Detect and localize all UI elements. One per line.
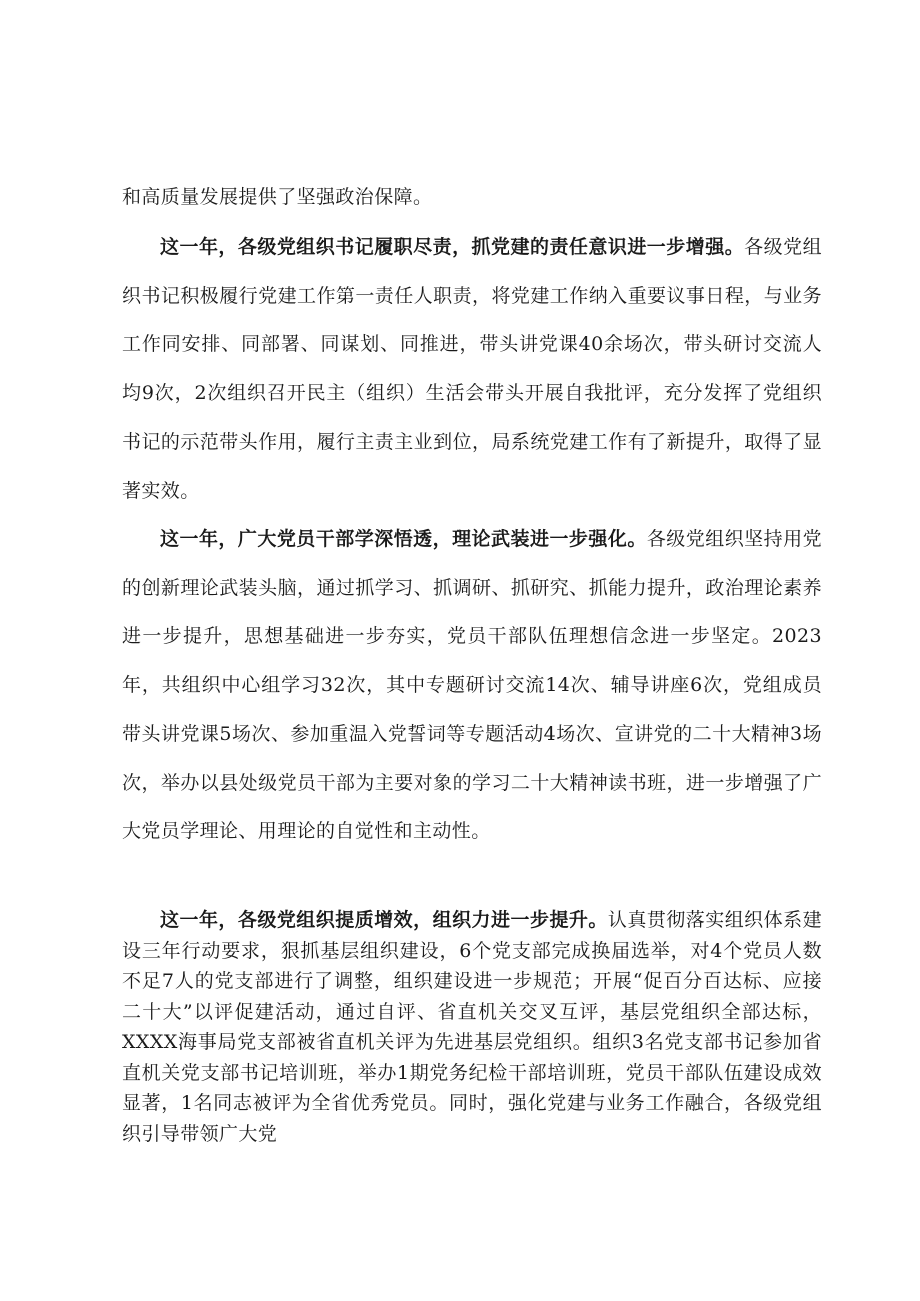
paragraph-body: 认真贯彻落实组织体系建设三年行动要求，狠抓基层组织建设，6个党支部完成换届选举，对4个党员人数不足7人的党支部进行了调整，组织建设进一步规范；开展“促百分百达标、应接二十大”以评促建活动，通过自评、省直机关交叉互评，基层党组织全部达标，XXXX海事局党支部被省直机关评为先进基层党组织。组织3名党支部书记参加省直机关党支部书记培训班，举办1期党务纪检干部培训班，党员干部队伍建设成效显著，1名同志被评为全省优秀党员。同时，强化党建与业务工作融合，各级党组织引导带领广大党 <box>122 909 823 1145</box>
paragraph-secretary-duties <box>122 223 822 515</box>
paragraph-body: 各级党组织坚持用党的创新理论武装头脑，通过抓学习、抓调研、抓研究、抓能力提升，政治理论素养进一步提升，思想基础进一步夯实，党员干部队伍理想信念进一步坚定。2023年，共组织中心组学习32次，其中专题研讨交流14次、辅导讲座6次，党组成员带头讲党课5场次、参加重温入党誓词等专题活动4场次、宣讲党的二十大精神3场次，举办以县处级党员干部为主要对象的学习二十大精神读书班，进一步增强了广大党员学理论、用理论的自觉性和主动性。 <box>122 528 822 843</box>
paragraph-continuation <box>122 173 822 222</box>
paragraph-lead: 这一年，各级党组织提质增效，组织力进一步提升。 <box>160 909 608 931</box>
paragraph-lead: 这一年，各级党组织书记履职尽责，抓党建的责任意识进一步增强。 <box>160 236 745 258</box>
paragraph-body: 和高质量发展提供了坚强政治保障。 <box>122 186 433 208</box>
paragraph-lead: 这一年，广大党员干部学深悟透，理论武装进一步强化。 <box>160 528 647 550</box>
paragraph-organization <box>122 905 822 1149</box>
paragraph-theory-study <box>122 515 822 856</box>
paragraph-body: 各级党组织书记积极履行党建工作第一责任人职责，将党建工作纳入重要议事日程，与业务工作同安排、同部署、同谋划、同推进，带头讲党课40余场次，带头研讨交流人均9次，2次组织召开民主（组织）生活会带头开展自我批评，充分发挥了党组织书记的示范带头作用，履行主责主业到位，局系统党建工作有了新提升，取得了显著实效。 <box>122 236 822 502</box>
